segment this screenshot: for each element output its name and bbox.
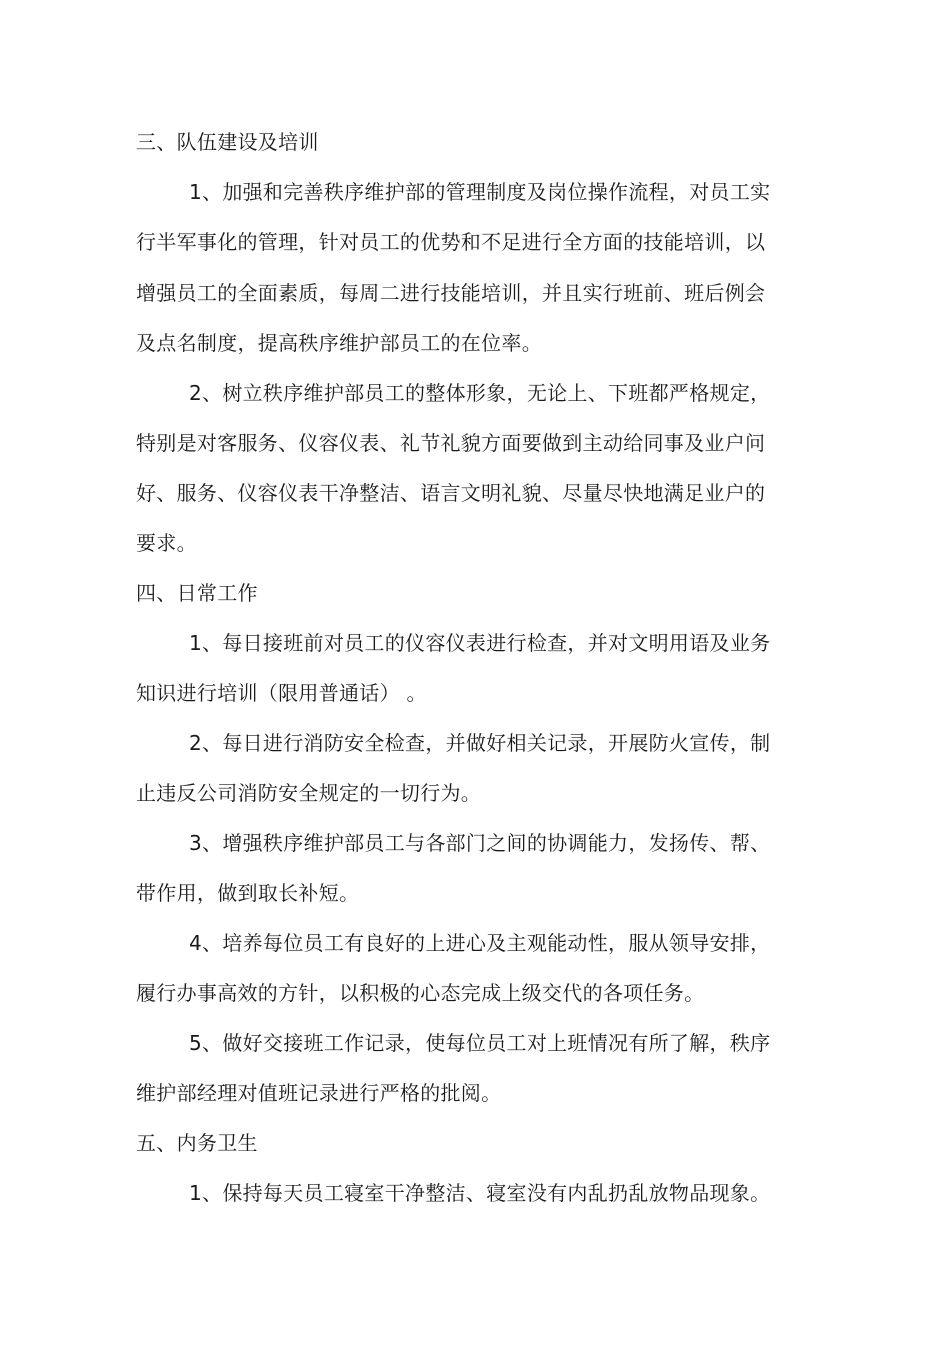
paragraph-line: 特别是对客服务、仪容仪表、礼节礼貌方面要做到主动给同事及业户问 (136, 431, 766, 455)
paragraph-line: 要求。 (136, 531, 197, 555)
paragraph-line: 行半军事化的管理，针对员工的优势和不足进行全方面的技能培训，以 (136, 230, 766, 254)
paragraph-line: 维护部经理对值班记录进行严格的批阅。 (136, 1081, 502, 1105)
paragraph-line: 带作用，做到取长补短。 (136, 881, 360, 905)
paragraph-line: 及点名制度，提高秩序维护部员工的在位率。 (136, 331, 542, 355)
paragraph-line: 知识进行培训（限用普通话） 。 (136, 681, 427, 705)
paragraph-line: 4、培养每位员工有良好的上进心及主观能动性，服从领导安排， (189, 931, 771, 955)
section-heading: 四、日常工作 (136, 581, 258, 605)
paragraph-line: 1、加强和完善秩序维护部的管理制度及岗位操作流程，对员工实 (189, 180, 771, 204)
paragraph-line: 好、服务、仪容仪表干净整洁、语言文明礼貌、尽量尽快地满足业户的 (136, 481, 766, 505)
paragraph-line: 止违反公司消防安全规定的一切行为。 (136, 781, 482, 805)
paragraph-line: 3、增强秩序维护部员工与各部门之间的协调能力，发扬传、帮、 (189, 831, 771, 855)
paragraph-line: 1、每日接班前对员工的仪容仪表进行检查，并对文明用语及业务 (189, 631, 771, 655)
paragraph-line: 履行办事高效的方针，以积极的心态完成上级交代的各项任务。 (136, 981, 705, 1005)
paragraph-line: 1、保持每天员工寝室干净整洁、寝室没有内乱扔乱放物品现象。 (189, 1181, 771, 1205)
paragraph-line: 增强员工的全面素质，每周二进行技能培训，并且实行班前、班后例会 (136, 281, 766, 305)
paragraph-line: 2、每日进行消防安全检查，并做好相关记录，开展防火宣传，制 (189, 731, 771, 755)
paragraph-line: 5、做好交接班工作记录，使每位员工对上班情况有所了解，秩序 (189, 1031, 771, 1055)
section-heading: 五、内务卫生 (136, 1131, 258, 1155)
paragraph-line: 2、树立秩序维护部员工的整体形象，无论上、下班都严格规定， (189, 381, 771, 405)
section-heading: 三、队伍建设及培训 (136, 130, 319, 154)
